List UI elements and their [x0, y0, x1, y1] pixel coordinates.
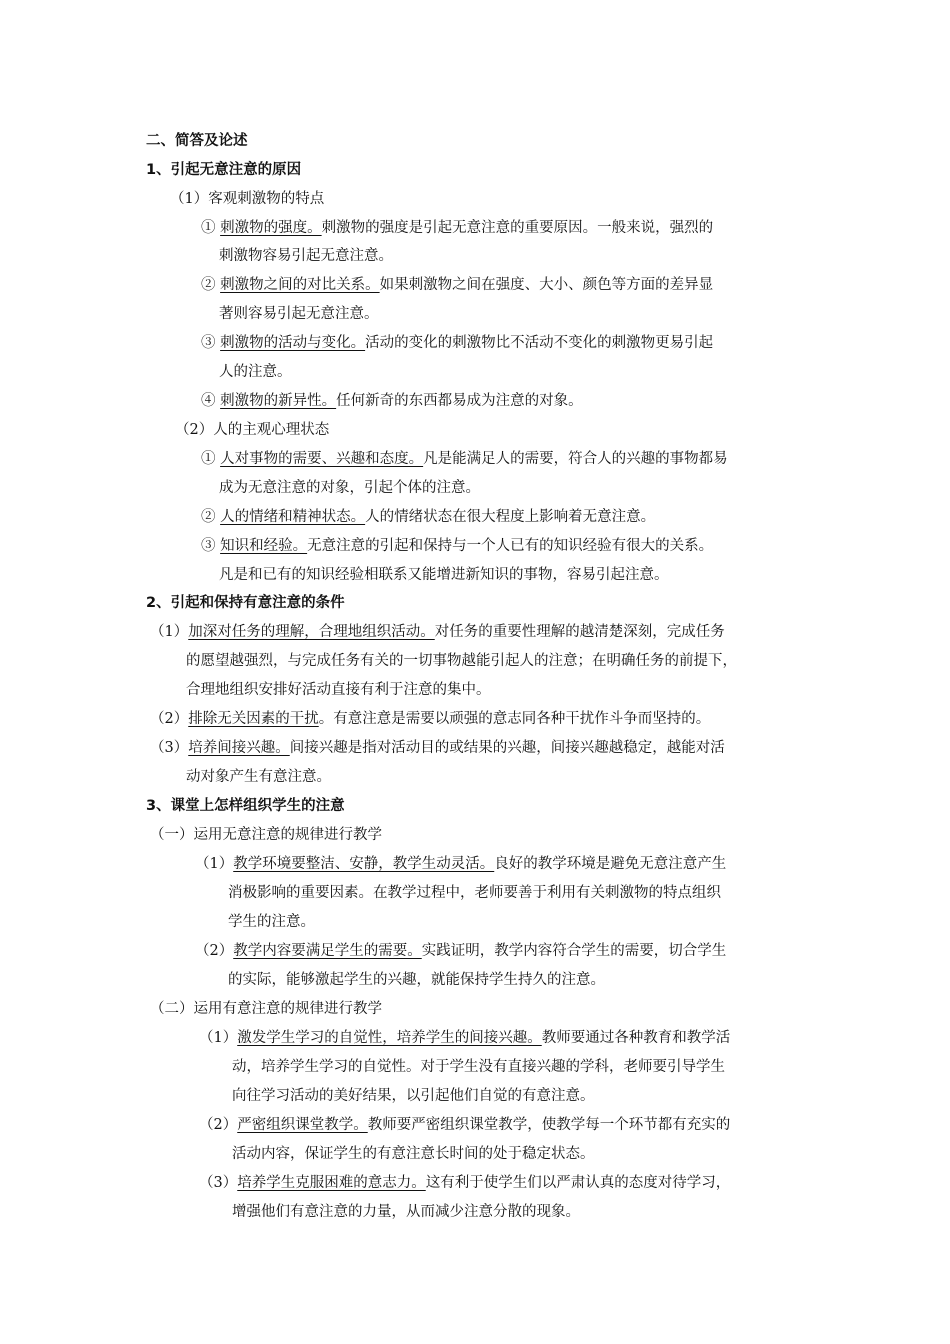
item-marker: ① — [201, 451, 216, 467]
item-key-phrase: 培养间接兴趣。 — [188, 740, 290, 756]
q1-p1-item1-cont: 刺激物容易引起无意注意。 — [219, 248, 393, 264]
item-text: 无意注意的引起和保持与一个人已有的知识经验有很大的关系。 — [307, 538, 714, 554]
q1-part2-heading: （2）人的主观心理状态 — [175, 422, 330, 438]
item-key-phrase: 刺激物之间的对比关系。 — [220, 277, 380, 293]
question-1-title: 1、引起无意注意的原因 — [146, 162, 302, 178]
item-key-phrase: 加深对任务的理解，合理地组织活动。 — [188, 624, 435, 640]
item-marker: （1） — [195, 856, 234, 872]
item-marker: （2） — [150, 711, 189, 727]
item-key-phrase: 刺激物的新异性。 — [220, 393, 337, 409]
item-key-phrase: 排除无关因素的干扰 — [188, 711, 319, 727]
item-text: 这有利于使学生们以严肃认真的态度对待学习， — [425, 1175, 731, 1191]
item-text: 教师要严密组织课堂教学，使教学每一个环节都有充实的 — [367, 1117, 731, 1133]
q1-part1-heading: （1）客观刺激物的特点 — [170, 191, 325, 207]
q1-p2-item3-cont: 凡是和已有的知识经验相联系又能增进新知识的事物，容易引起注意。 — [219, 567, 669, 583]
q1-p1-item3-cont: 人的注意。 — [219, 364, 292, 380]
item-marker: ① — [201, 220, 216, 236]
q3-p1-item1-cont2: 学生的注意。 — [228, 914, 315, 930]
item-marker: ④ — [201, 393, 216, 409]
item-key-phrase: 人对事物的需要、兴趣和态度。 — [220, 451, 424, 467]
item-text: 。有意注意是需要以顽强的意志同各种干扰作斗争而坚持的。 — [318, 711, 711, 727]
q3-part2-heading: （二）运用有意注意的规律进行教学 — [150, 1001, 382, 1017]
q1-p2-item1-cont: 成为无意注意的对象，引起个体的注意。 — [219, 480, 480, 496]
q1-p2-item2 — [201, 507, 655, 527]
item-marker: （2） — [199, 1117, 238, 1133]
item-marker: ③ — [201, 335, 216, 351]
item-marker: （1） — [199, 1030, 238, 1046]
item-marker: ② — [201, 509, 216, 525]
item-key-phrase: 知识和经验。 — [220, 538, 308, 554]
q3-p2-item3-cont1: 增强他们有意注意的力量，从而减少注意分散的现象。 — [232, 1204, 580, 1220]
q3-p2-item3 — [199, 1173, 730, 1193]
q2-item3 — [150, 738, 725, 758]
item-key-phrase: 人的情绪和精神状态。 — [220, 509, 366, 525]
item-text: 良好的教学环境是避免无意注意产生 — [494, 856, 727, 872]
q2-item1-cont2: 合理地组织安排好活动直接有利于注意的集中。 — [186, 682, 491, 698]
q1-p1-item2-cont: 著则容易引起无意注意。 — [219, 306, 379, 322]
q1-p1-item3 — [201, 333, 713, 353]
item-key-phrase: 刺激物的活动与变化。 — [220, 335, 366, 351]
item-text: 活动的变化的刺激物比不活动不变化的刺激物更易引起 — [365, 335, 714, 351]
q1-p2-item3 — [201, 536, 713, 556]
question-3-title: 3、课堂上怎样组织学生的注意 — [146, 798, 345, 814]
q3-p2-item1 — [199, 1028, 730, 1048]
item-marker: ③ — [201, 538, 216, 554]
item-text: 任何新奇的东西都易成为注意的对象。 — [336, 393, 583, 409]
q1-p1-item1 — [201, 218, 713, 238]
item-marker: （1） — [150, 624, 189, 640]
item-text: 间接兴趣是指对活动目的或结果的兴趣，间接兴趣越稳定，越能对活 — [289, 740, 725, 756]
q3-p2-item2-cont1: 活动内容，保证学生的有意注意长时间的处于稳定状态。 — [232, 1146, 595, 1162]
item-key-phrase: 教学环境要整洁、安静，教学生动灵活。 — [233, 856, 495, 872]
item-text: 刺激物的强度是引起无意注意的重要原因。一般来说，强烈的 — [321, 220, 714, 236]
question-2-title: 2、引起和保持有意注意的条件 — [146, 595, 345, 611]
q2-item3-cont1: 动对象产生有意注意。 — [186, 769, 331, 785]
q1-p1-item4 — [201, 391, 583, 411]
q3-part1-heading: （一）运用无意注意的规律进行教学 — [150, 827, 382, 843]
item-marker: ② — [201, 277, 216, 293]
item-text: 教师要通过各种教育和教学活 — [541, 1030, 731, 1046]
q2-item1-cont1: 的愿望越强烈，与完成任务有关的一切事物越能引起人的注意；在明确任务的前提下， — [186, 653, 737, 669]
q3-p1-item1-cont1: 消极影响的重要因素。在教学过程中，老师要善于利用有关刺激物的特点组织 — [228, 885, 721, 901]
item-key-phrase: 严密组织课堂教学。 — [237, 1117, 368, 1133]
item-marker: （2） — [195, 943, 234, 959]
item-marker: （3） — [199, 1175, 238, 1191]
q3-p1-item1 — [195, 854, 726, 874]
q2-item2 — [150, 709, 710, 729]
q2-item1 — [150, 622, 725, 642]
item-key-phrase: 激发学生学习的自觉性，培养学生的间接兴趣。 — [237, 1030, 542, 1046]
q1-p2-item1 — [201, 449, 728, 469]
item-text: 对任务的重要性理解的越清楚深刻，完成任务 — [434, 624, 725, 640]
section-title: 二、简答及论述 — [146, 133, 248, 149]
item-text: 如果刺激物之间在强度、大小、颜色等方面的差异显 — [379, 277, 714, 293]
q3-p2-item1-cont2: 向往学习活动的美好结果，以引起他们自觉的有意注意。 — [232, 1088, 595, 1104]
item-text: 实践证明，教学内容符合学生的需要，切合学生 — [421, 943, 727, 959]
item-text: 人的情绪状态在很大程度上影响着无意注意。 — [365, 509, 656, 525]
q1-p1-item2 — [201, 275, 713, 295]
q3-p2-item1-cont1: 动，培养学生学习的自觉性。对于学生没有直接兴趣的学科，老师要引导学生 — [232, 1059, 725, 1075]
item-key-phrase: 刺激物的强度。 — [220, 220, 322, 236]
item-text: 凡是能满足人的需要，符合人的兴趣的事物都易 — [423, 451, 728, 467]
q3-p1-item2 — [195, 941, 726, 961]
q3-p2-item2 — [199, 1115, 730, 1135]
item-marker: （3） — [150, 740, 189, 756]
item-key-phrase: 培养学生克服困难的意志力。 — [237, 1175, 426, 1191]
q3-p1-item2-cont1: 的实际，能够激起学生的兴趣，就能保持学生持久的注意。 — [228, 972, 605, 988]
item-key-phrase: 教学内容要满足学生的需要。 — [233, 943, 422, 959]
